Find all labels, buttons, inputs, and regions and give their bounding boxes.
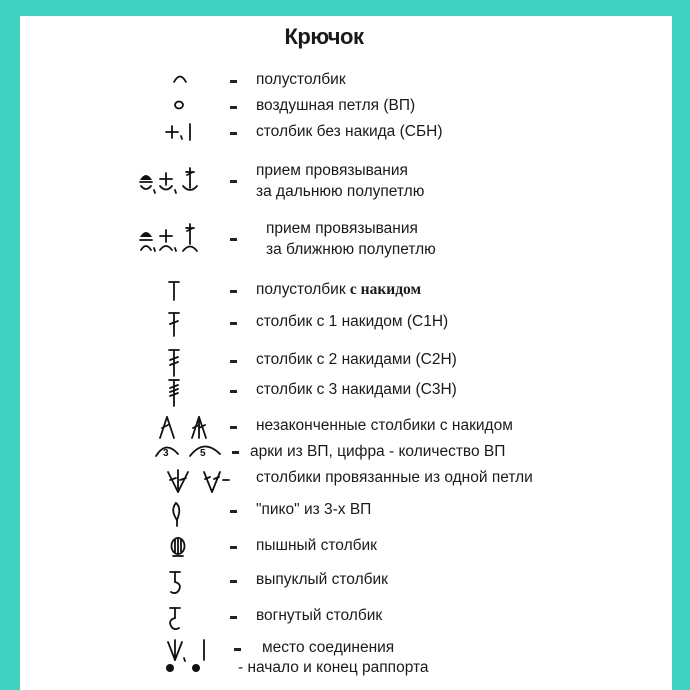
dash — [230, 580, 237, 583]
two-cross-stitch-icon — [165, 348, 185, 378]
unfinished-stitches-icon — [155, 414, 225, 442]
dash — [230, 426, 237, 429]
shell-stitches-icon — [160, 466, 235, 496]
legend-text: столбик с 1 накидом (С1Н) — [256, 313, 449, 330]
half-arc-icon — [170, 68, 190, 92]
arch-number: 3 — [163, 448, 169, 459]
front-post-icon — [166, 568, 188, 598]
legend-row-treble — [20, 348, 672, 378]
back-loop-icon — [138, 166, 218, 200]
legend-row-double-treble — [20, 378, 672, 408]
dash — [230, 510, 237, 513]
chain-loop-icon — [170, 94, 190, 118]
t-stitch-icon — [165, 278, 185, 304]
legend-text: выпуклый столбик — [256, 571, 388, 588]
dash — [230, 390, 237, 393]
legend-text: место соединения — [262, 639, 395, 656]
legend-text: полустолбик с накидом — [256, 281, 422, 298]
legend-text: прием провязывания за ближнюю полупетлю — [266, 220, 436, 258]
legend-text: столбики провязанные из одной петли — [256, 469, 533, 486]
arch-number: 5 — [200, 448, 206, 459]
dash — [230, 80, 237, 83]
legend-row-front-loop — [20, 220, 672, 258]
legend-text: столбик без накида (СБН) — [256, 123, 443, 140]
back-post-icon — [166, 604, 188, 634]
dash — [234, 648, 241, 651]
one-cross-stitch-icon — [165, 310, 185, 338]
picot-icon — [168, 498, 188, 528]
legend-text: вогнутый столбик — [256, 607, 383, 624]
legend-row-single-crochet — [20, 120, 672, 150]
legend-row-back-post — [20, 604, 672, 634]
legend-row-half-double — [20, 278, 672, 308]
plus-bar-icon — [162, 120, 202, 144]
dash — [230, 106, 237, 109]
dash — [230, 360, 237, 363]
legend-row-shell — [20, 466, 672, 496]
legend-row-back-loop — [20, 162, 672, 200]
dash — [230, 238, 237, 241]
legend-text: - начало и конец раппорта — [238, 659, 429, 676]
three-cross-stitch-icon — [165, 378, 185, 408]
legend-text: столбик с 3 накидами (С3Н) — [256, 381, 457, 398]
dash — [232, 451, 239, 454]
front-loop-icon — [138, 224, 218, 258]
legend-text: прием провязывания за дальнюю полупетлю — [256, 162, 425, 200]
chain-arches-icon — [150, 440, 240, 468]
dash — [230, 546, 237, 549]
legend-row-repeat — [20, 656, 672, 686]
legend-text: полустолбик — [256, 71, 346, 88]
legend-sheet — [20, 16, 672, 690]
legend-text: столбик с 2 накидами (С2Н) — [256, 351, 457, 368]
dash — [230, 322, 237, 325]
page-title: Крючок — [284, 24, 364, 49]
legend-text: незаконченные столбики с накидом — [256, 417, 513, 434]
legend-text: арки из ВП, цифра - количество ВП — [250, 443, 506, 460]
legend-text: "пико" из 3-х ВП — [256, 501, 372, 518]
legend-row-puff — [20, 534, 672, 564]
puff-stitch-icon — [168, 534, 190, 562]
dash — [230, 290, 237, 293]
dash — [230, 180, 237, 183]
legend-text: воздушная петля (ВП) — [256, 97, 416, 114]
dash — [230, 132, 237, 135]
legend-row-picot — [20, 498, 672, 528]
legend-row-double — [20, 310, 672, 340]
repeat-markers-icon — [160, 656, 220, 682]
legend-text: пышный столбик — [256, 537, 377, 554]
dash — [230, 616, 237, 619]
legend-row-front-post — [20, 568, 672, 598]
